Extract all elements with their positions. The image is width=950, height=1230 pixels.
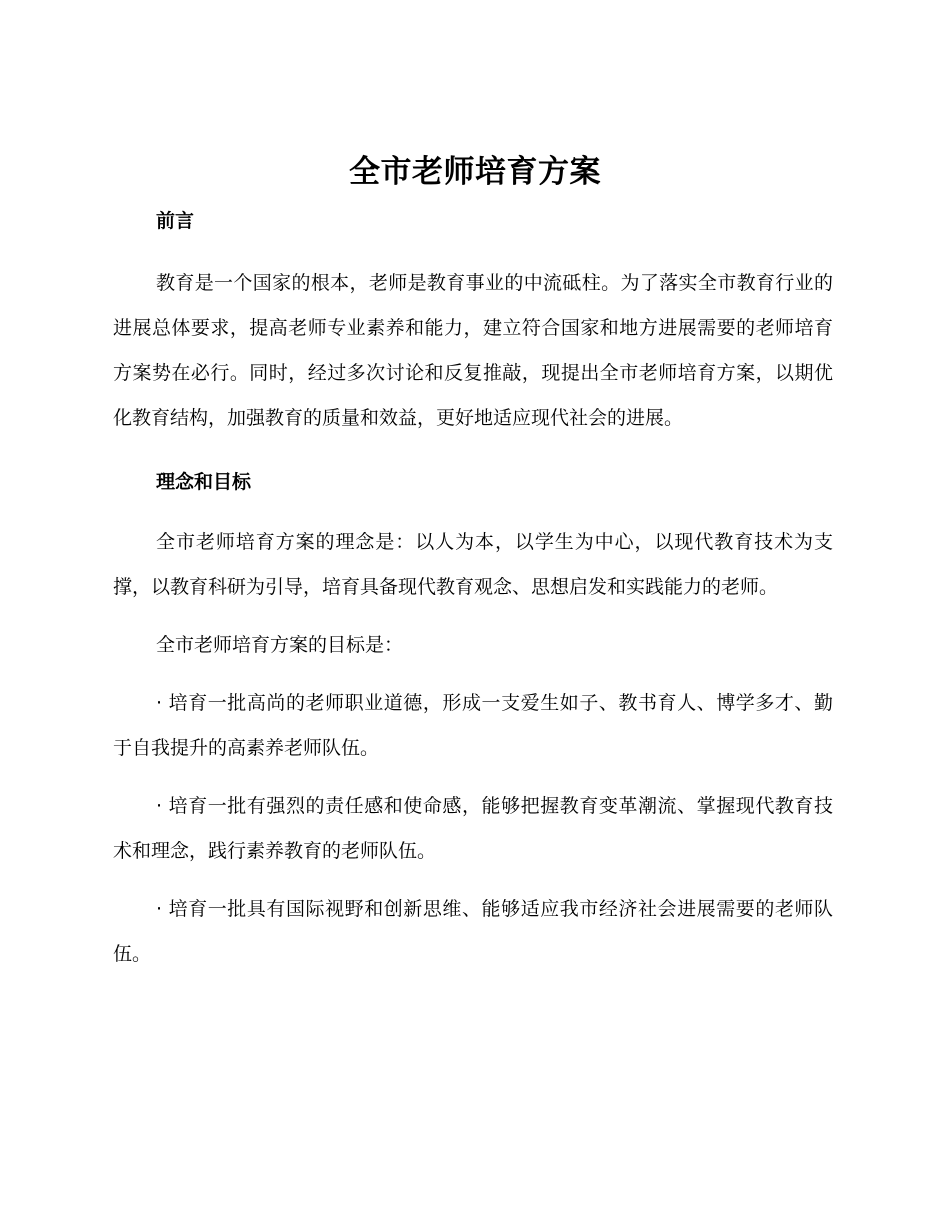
goal-list-item: · 培育一批具有国际视野和创新思维、能够适应我市经济社会进展需要的老师队伍。 bbox=[113, 898, 833, 965]
goal-list-item: · 培育一批高尚的老师职业道德，形成一支爱生如子、教书育人、博学多才、勤于自我提升的高素养老师队伍。 bbox=[113, 692, 833, 759]
preface-paragraph: 教育是一个国家的根本，老师是教育事业的中流砥柱。为了落实全市教育行业的进展总体要求，提高老师专业素养和能力，建立符合国家和地方进展需要的老师培育方案势在必行。同时，经过多次讨论和反复推敲，现提出全市老师培育方案，以期优化教育结构，加强教育的质量和效益，更好地适应现代社会的进展。 bbox=[113, 272, 833, 429]
goal-list-item: · 培育一批有强烈的责任感和使命感，能够把握教育变革潮流、掌握现代教育技术和理念，践行素养教育的老师队伍。 bbox=[113, 795, 833, 862]
section-heading-preface: 前言 bbox=[156, 210, 195, 232]
document-body bbox=[113, 206, 833, 977]
goals-intro-paragraph: 全市老师培育方案的目标是： bbox=[156, 634, 404, 656]
document-title: 全市老师培育方案 bbox=[349, 154, 601, 190]
concept-paragraph: 全市老师培育方案的理念是：以人为本，以学生为中心，以现代教育技术为支撑，以教育科研为引导，培育具备现代教育观念、思想启发和实践能力的老师。 bbox=[113, 531, 833, 598]
section-heading-concept-and-goals: 理念和目标 bbox=[156, 471, 252, 493]
